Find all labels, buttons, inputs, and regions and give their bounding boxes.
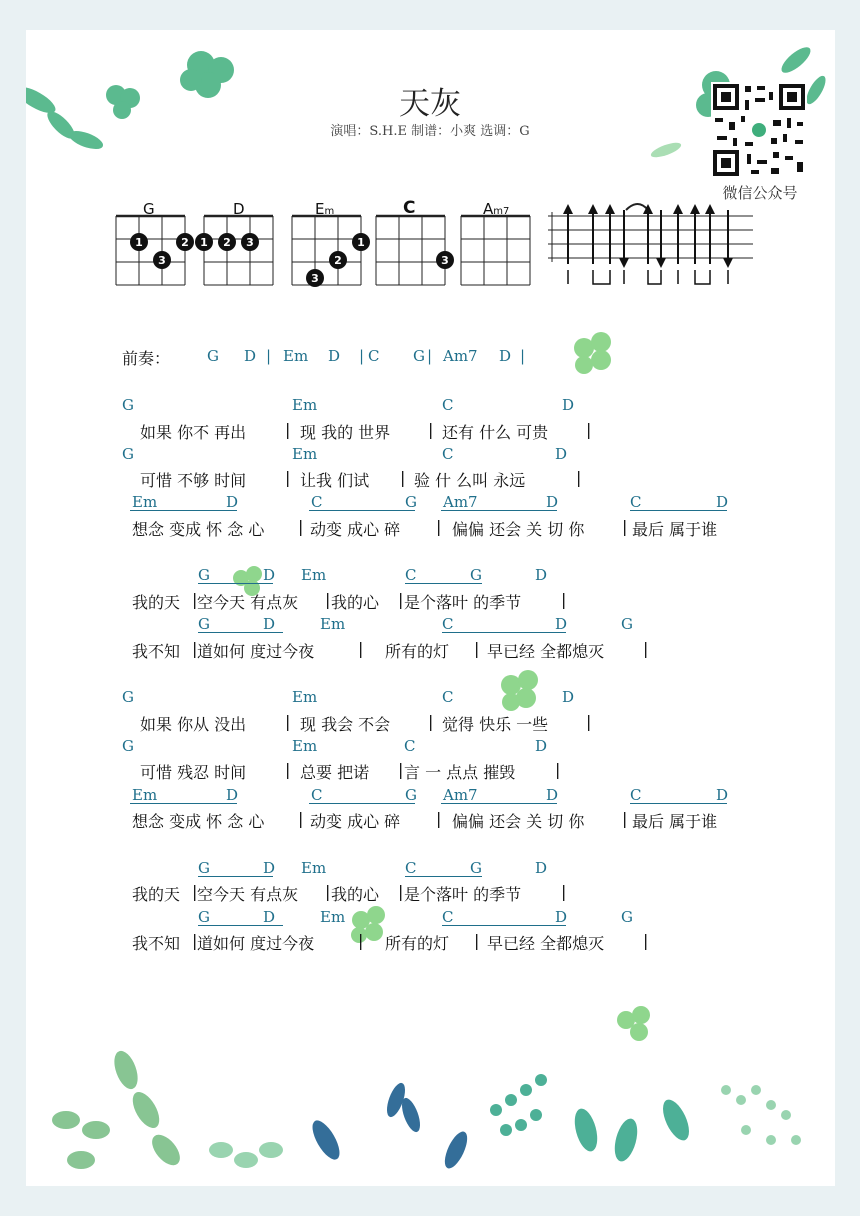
chord-span-line bbox=[442, 632, 566, 633]
lyric-text: 现 我会 不会 bbox=[300, 715, 391, 734]
diagram-d bbox=[204, 216, 273, 285]
lyric-text: 言 一 点点 摧毁 bbox=[404, 763, 516, 782]
svg-text:3: 3 bbox=[311, 272, 319, 285]
chord-span-line bbox=[309, 803, 415, 804]
svg-text:3: 3 bbox=[441, 254, 449, 267]
intro-chord: D bbox=[328, 347, 341, 365]
lyric-text: 动变 成心 碎 bbox=[310, 812, 401, 831]
chord-symbol: G bbox=[470, 566, 482, 584]
chord-symbol: C bbox=[630, 786, 642, 804]
bar-line: | bbox=[398, 760, 404, 779]
chord-symbol: Am7 bbox=[443, 786, 478, 804]
chord-symbol: Em bbox=[301, 859, 327, 877]
song-credits: 演唱：S.H.E 制谱：小爽 选调：G bbox=[330, 124, 530, 139]
chord-span-line bbox=[130, 510, 237, 511]
bar-line: | bbox=[622, 809, 628, 828]
bar-line: | bbox=[576, 468, 582, 487]
chord-symbol: G bbox=[122, 688, 134, 706]
svg-text:2: 2 bbox=[181, 236, 189, 249]
svg-text:2: 2 bbox=[334, 254, 342, 267]
lyric-text: 我的心 bbox=[331, 593, 380, 612]
bar-line: | bbox=[622, 517, 628, 536]
lyric-text: 我的天 bbox=[132, 885, 181, 904]
bar-line: | bbox=[398, 882, 404, 901]
chord-symbol: G bbox=[122, 737, 134, 755]
bar-line: | bbox=[325, 882, 331, 901]
chord-symbol: Am7 bbox=[443, 493, 478, 511]
chord-symbol: G bbox=[122, 445, 134, 463]
intro-bar: | bbox=[427, 347, 433, 365]
lyric-text: 所有的灯 bbox=[385, 934, 450, 953]
chord-symbol: D bbox=[562, 688, 575, 706]
lyric-text: 现 我的 世界 bbox=[300, 423, 391, 442]
bar-line: | bbox=[358, 639, 364, 658]
chord-symbol: D bbox=[555, 908, 568, 926]
chord-symbol: D bbox=[562, 396, 575, 414]
chord-symbol: C bbox=[442, 908, 454, 926]
bar-line: | bbox=[398, 590, 404, 609]
bar-line: | bbox=[285, 760, 291, 779]
svg-text:2: 2 bbox=[223, 236, 231, 249]
bar-line: | bbox=[358, 931, 364, 950]
chord-symbol: G bbox=[198, 566, 210, 584]
lyric-text: 最后 属于谁 bbox=[632, 520, 718, 539]
chord-symbol: G bbox=[122, 396, 134, 414]
chord-symbol: C bbox=[311, 493, 323, 511]
diagram-am7-name: Am7 bbox=[483, 200, 510, 218]
intro-chord: Em bbox=[283, 347, 309, 365]
chord-symbol: D bbox=[226, 786, 239, 804]
intro-chord: G bbox=[413, 347, 425, 365]
strum-pattern bbox=[548, 198, 758, 290]
chord-symbol: Em bbox=[132, 493, 158, 511]
lyric-text: 早已经 全都熄灭 bbox=[487, 934, 605, 953]
diagram-em-name: Em bbox=[315, 200, 335, 218]
chord-symbol: D bbox=[555, 615, 568, 633]
lyric-text: 如果 你从 没出 bbox=[140, 715, 247, 734]
intro-chord: Am7 bbox=[443, 347, 478, 365]
chord-symbol: D bbox=[535, 859, 548, 877]
bar-line: | bbox=[436, 809, 442, 828]
chord-symbol: D bbox=[535, 566, 548, 584]
chord-symbol: D bbox=[263, 908, 276, 926]
chord-span-line bbox=[630, 510, 727, 511]
diagram-c bbox=[376, 216, 445, 285]
bar-line: | bbox=[561, 590, 567, 609]
chord-span-line bbox=[198, 876, 273, 877]
chord-symbol: C bbox=[442, 396, 454, 414]
chord-symbol: G bbox=[198, 615, 210, 633]
chord-symbol: D bbox=[716, 786, 729, 804]
bar-line: | bbox=[428, 712, 434, 731]
svg-text:1: 1 bbox=[200, 236, 208, 249]
lyric-text: 还有 什么 可贵 bbox=[442, 423, 549, 442]
chord-symbol: G bbox=[405, 493, 417, 511]
bar-line: | bbox=[555, 760, 561, 779]
diagram-em bbox=[292, 216, 361, 285]
bar-line: | bbox=[285, 420, 291, 439]
intro-bar: | bbox=[359, 347, 365, 365]
lyric-text: 让我 们试 bbox=[300, 471, 370, 490]
chord-span-line bbox=[198, 632, 283, 633]
chord-symbol: D bbox=[546, 786, 559, 804]
bar-line: | bbox=[192, 590, 198, 609]
intro-bar: | bbox=[266, 347, 272, 365]
bar-line: | bbox=[474, 639, 480, 658]
svg-text:3: 3 bbox=[158, 254, 166, 267]
chord-span-line bbox=[405, 876, 482, 877]
bar-line: | bbox=[474, 931, 480, 950]
intro-chord: D bbox=[244, 347, 257, 365]
chord-symbol: Em bbox=[301, 566, 327, 584]
bar-line: | bbox=[285, 468, 291, 487]
lyric-text: 是个落叶 的季节 bbox=[404, 593, 522, 612]
diagram-d-name: D bbox=[233, 200, 245, 218]
bar-line: | bbox=[586, 712, 592, 731]
chord-symbol: G bbox=[405, 786, 417, 804]
chord-span-line bbox=[441, 510, 557, 511]
chord-symbol: D bbox=[263, 615, 276, 633]
diagram-g-name: G bbox=[143, 200, 155, 218]
chord-symbol: D bbox=[555, 445, 568, 463]
bar-line: | bbox=[436, 517, 442, 536]
bar-line: | bbox=[643, 639, 649, 658]
qr-code-icon bbox=[711, 82, 807, 178]
bar-line: | bbox=[192, 882, 198, 901]
intro-bar: | bbox=[520, 347, 526, 365]
lyric-text: 偏偏 还会 关 切 你 bbox=[452, 812, 585, 831]
chord-span-line bbox=[442, 925, 566, 926]
chord-symbol: C bbox=[442, 445, 454, 463]
lyric-text: 想念 变成 怀 念 心 bbox=[132, 520, 265, 539]
chord-span-line bbox=[198, 925, 283, 926]
bar-line: | bbox=[586, 420, 592, 439]
svg-text:3: 3 bbox=[246, 236, 254, 249]
chord-symbol: G bbox=[621, 908, 633, 926]
chord-symbol: C bbox=[405, 859, 417, 877]
intro-chord: C bbox=[368, 347, 380, 365]
chord-symbol: G bbox=[621, 615, 633, 633]
svg-text:1: 1 bbox=[357, 236, 365, 249]
chord-span-line bbox=[309, 510, 415, 511]
lyric-text: 最后 属于谁 bbox=[632, 812, 718, 831]
lyric-text: 觉得 快乐 一些 bbox=[442, 715, 549, 734]
chord-symbol: C bbox=[630, 493, 642, 511]
bar-line: | bbox=[192, 639, 198, 658]
chord-symbol: G bbox=[198, 908, 210, 926]
bar-line: | bbox=[643, 931, 649, 950]
lyric-text: 我的心 bbox=[331, 885, 380, 904]
lyric-text: 是个落叶 的季节 bbox=[404, 885, 522, 904]
chord-symbol: Em bbox=[132, 786, 158, 804]
chord-symbol: C bbox=[405, 566, 417, 584]
bar-line: | bbox=[298, 809, 304, 828]
chord-span-line bbox=[630, 803, 727, 804]
chord-span-line bbox=[441, 803, 557, 804]
bar-line: | bbox=[192, 931, 198, 950]
song-title: 天灰 bbox=[399, 86, 461, 122]
lyric-text: 所有的灯 bbox=[385, 642, 450, 661]
chord-symbol: D bbox=[263, 859, 276, 877]
lyric-text: 动变 成心 碎 bbox=[310, 520, 401, 539]
chord-span-line bbox=[405, 583, 482, 584]
diagram-am7 bbox=[461, 216, 530, 285]
bar-line: | bbox=[400, 468, 406, 487]
lyric-text: 验 什 么叫 永远 bbox=[414, 471, 526, 490]
bar-line: | bbox=[298, 517, 304, 536]
lyric-text: 偏偏 还会 关 切 你 bbox=[452, 520, 585, 539]
chord-symbol: D bbox=[263, 566, 276, 584]
lyric-text: 我的天 bbox=[132, 593, 181, 612]
lyric-text: 我不知 bbox=[132, 934, 181, 953]
bar-line: | bbox=[285, 712, 291, 731]
lyric-text: 道如何 度过今夜 bbox=[197, 642, 315, 661]
svg-text:1: 1 bbox=[135, 236, 143, 249]
chord-symbol: C bbox=[442, 688, 454, 706]
chord-symbol: G bbox=[198, 859, 210, 877]
chord-symbol: G bbox=[470, 859, 482, 877]
chord-span-line bbox=[198, 583, 273, 584]
bar-line: | bbox=[428, 420, 434, 439]
chord-symbol: C bbox=[442, 615, 454, 633]
chord-symbol: Em bbox=[292, 445, 318, 463]
chord-symbol: C bbox=[311, 786, 323, 804]
bar-line: | bbox=[561, 882, 567, 901]
lyric-text: 道如何 度过今夜 bbox=[197, 934, 315, 953]
lyric-text: 我不知 bbox=[132, 642, 181, 661]
intro-chord: G bbox=[207, 347, 219, 365]
chord-symbol: D bbox=[546, 493, 559, 511]
chord-symbol: D bbox=[535, 737, 548, 755]
chord-symbol: D bbox=[226, 493, 239, 511]
diagram-c-name: C bbox=[403, 198, 416, 218]
chord-symbol: Em bbox=[320, 615, 346, 633]
diagram-g bbox=[116, 216, 185, 285]
chord-symbol: Em bbox=[292, 688, 318, 706]
chord-symbol: D bbox=[716, 493, 729, 511]
lyric-text: 空今天 有点灰 bbox=[197, 885, 299, 904]
chord-symbol: Em bbox=[292, 396, 318, 414]
lyric-text: 可惜 不够 时间 bbox=[140, 471, 247, 490]
lyric-text: 空今天 有点灰 bbox=[197, 593, 299, 612]
chord-span-line bbox=[130, 803, 237, 804]
intro-chord: D bbox=[499, 347, 512, 365]
chord-symbol: Em bbox=[320, 908, 346, 926]
lyric-text: 总要 把诺 bbox=[300, 763, 370, 782]
lyric-text: 可惜 残忍 时间 bbox=[140, 763, 247, 782]
chord-symbol: C bbox=[404, 737, 416, 755]
lyric-text: 想念 变成 怀 念 心 bbox=[132, 812, 265, 831]
qr-caption: 微信公众号 bbox=[722, 184, 798, 202]
bar-line: | bbox=[325, 590, 331, 609]
intro-label: 前奏： bbox=[122, 349, 171, 368]
lyric-text: 早已经 全都熄灭 bbox=[487, 642, 605, 661]
chord-symbol: Em bbox=[292, 737, 318, 755]
lyric-text: 如果 你不 再出 bbox=[140, 423, 247, 442]
